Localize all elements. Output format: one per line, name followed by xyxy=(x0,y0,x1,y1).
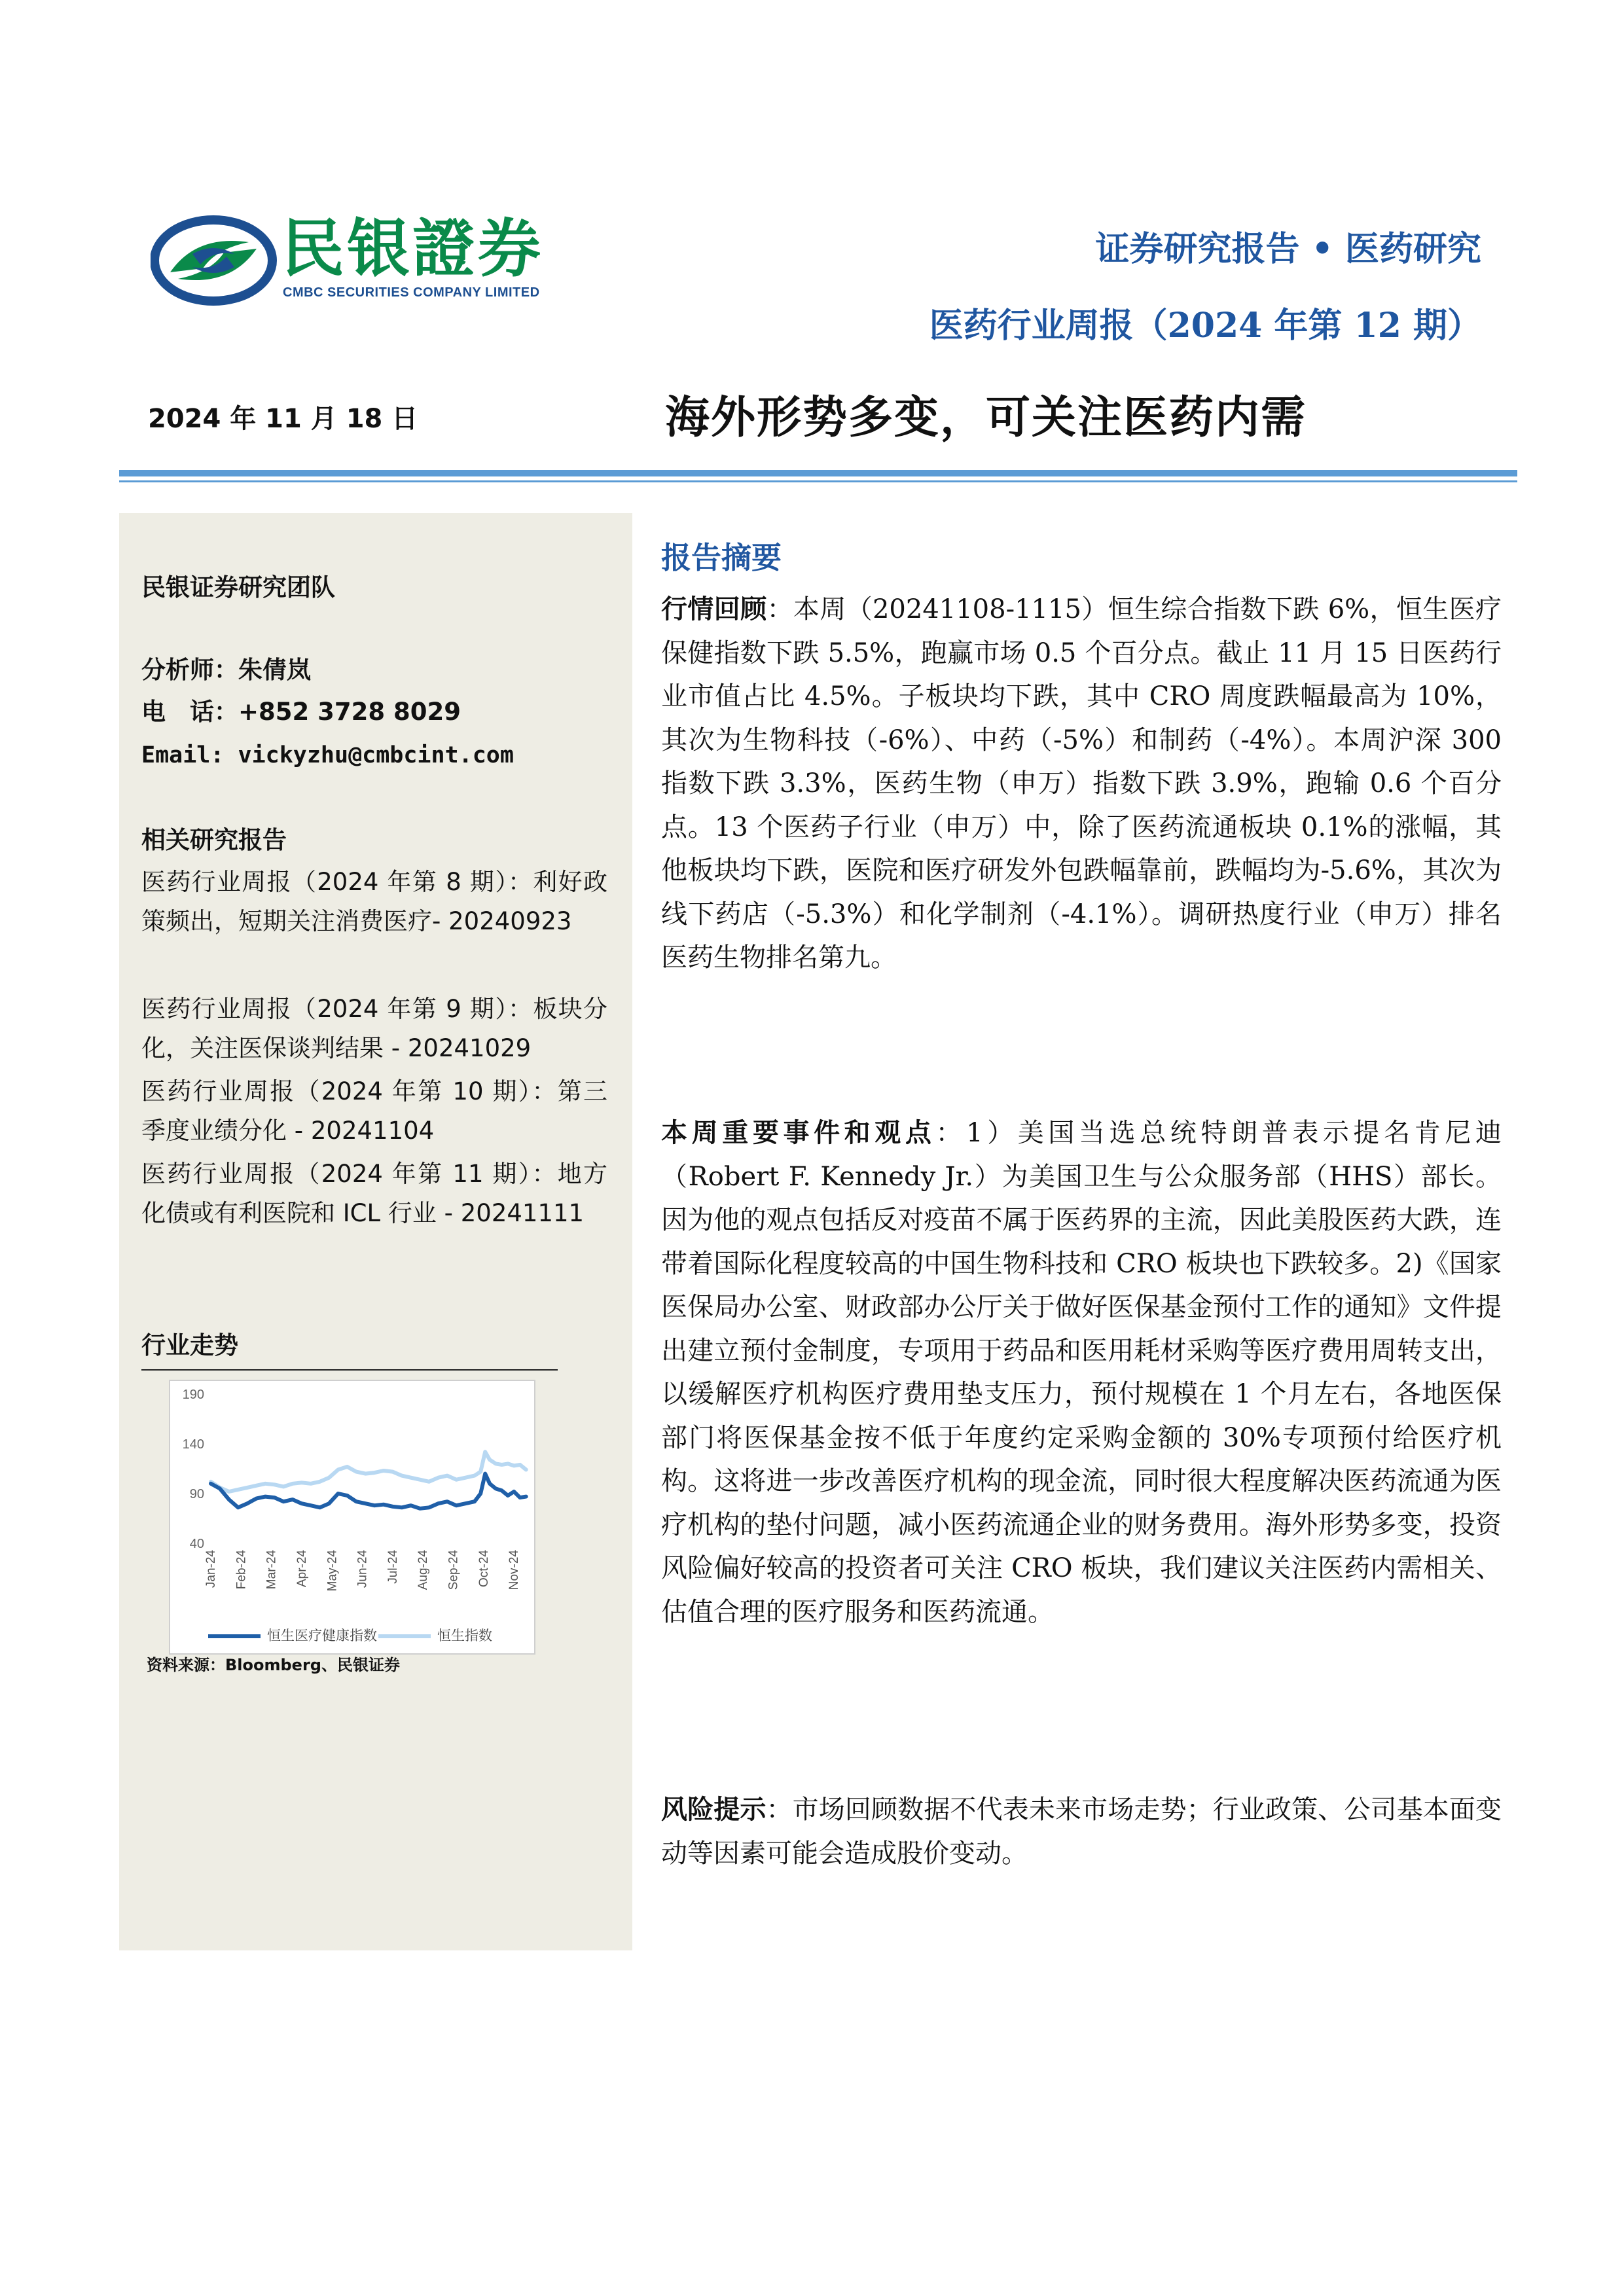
key-events-text: ：1）美国当选总统特朗普表示提名肯尼迪（Robert F. Kennedy Jr.）为美国卫生与公众服务部（HHS）部长。因为他的观点包括反对疫苗不属于医药界的主流，因此美股医药大跌，连带着国际化程度较高的中国生物科技和 CRO 板块也下跌较多。2)《国家医保局办公室、财政部办公厅关于做好医保基金预付工作的通知》文件提出建立预付金制度，专项用于药品和医用耗材采购等医疗费用周转支出，以缓解医疗机构医疗费用垫支压力，预付规模在 1 个月左右，各地医保部门将医保基金按不低于年度约定采购金额的 30%专项预付给医疗机构。这将进一步改善医疗机构的现金流，同时很大程度解决医药流通为医疗机构的垫付问题，减小医药流通企业的财务费用。海外形势多变，投资风险偏好较高的投资者可关注 CRO 板块，我们建议关注医药内需相关、估值合理的医疗服务和医药流通。 xyxy=(661,1118,1502,1627)
x-tick-label: Jan-24 xyxy=(204,1550,218,1588)
y-tick-label: 90 xyxy=(189,1487,204,1501)
related-report-item[interactable]: 医药行业周报（2024 年第 9 期）：板块分化，关注医保谈判结果 - 20241029 xyxy=(141,995,607,1062)
report-title: 海外形势多变，可关注医药内需 xyxy=(665,391,1307,444)
risk-label: 风险提示 xyxy=(661,1795,767,1825)
x-tick-label: Sep-24 xyxy=(446,1550,461,1590)
x-tick-label: Aug-24 xyxy=(416,1550,431,1590)
legend-label: 恒生医疗健康指数 xyxy=(267,1628,377,1643)
x-tick-label: Jul-24 xyxy=(386,1550,400,1584)
logo-chinese-name: 民银證券 xyxy=(281,211,543,285)
risk-text: ：市场回顾数据不代表未来市场走势；行业政策、公司基本面变动等因素可能会造成股价变动。 xyxy=(661,1795,1502,1869)
y-tick-label: 140 xyxy=(182,1437,204,1452)
report-series: 医药行业周报（2024 年第 12 期） xyxy=(929,306,1481,346)
research-team: 民银证券研究团队 xyxy=(141,573,335,601)
x-tick-label: Mar-24 xyxy=(264,1550,279,1590)
analyst-name: 分析师：朱倩岚 xyxy=(141,656,311,684)
analyst-email[interactable]: Email: vickyzhu@cmbcint.com xyxy=(141,742,514,768)
header-divider xyxy=(119,470,1517,476)
header-divider-thin xyxy=(119,480,1517,482)
report-date: 2024 年 11 月 18 日 xyxy=(148,404,418,434)
industry-trend-heading: 行业走势 xyxy=(141,1331,238,1359)
related-reports-heading: 相关研究报告 xyxy=(141,826,287,854)
related-report-item[interactable]: 医药行业周报（2024 年第 11 期）：地方化债或有利医院和 ICL 行业 - 20241111 xyxy=(141,1160,607,1227)
logo-english-name: CMBC SECURITIES COMPANY LIMITED xyxy=(283,285,540,300)
x-tick-label: Apr-24 xyxy=(295,1550,309,1588)
x-tick-label: May-24 xyxy=(325,1550,340,1592)
y-tick-label: 40 xyxy=(189,1537,204,1551)
risk-paragraph xyxy=(661,1788,1502,1875)
x-tick-label: Nov-24 xyxy=(507,1550,522,1590)
key-events-paragraph xyxy=(661,1111,1502,1634)
analyst-phone: 电 话：+852 3728 8029 xyxy=(141,698,461,726)
chart-source: 资料来源：Bloomberg、民银证券 xyxy=(147,1656,400,1674)
related-report-item[interactable]: 医药行业周报（2024 年第 10 期）：第三季度业绩分化 - 20241104 xyxy=(141,1077,607,1145)
legend-label: 恒生指数 xyxy=(437,1628,492,1643)
y-tick-label: 190 xyxy=(182,1388,204,1402)
related-report-item[interactable]: 医药行业周报（2024 年第 8 期）：利好政策频出，短期关注消费医疗- 20240923 xyxy=(141,868,607,935)
market-review-text: ：本周（20241108-1115）恒生综合指数下跌 6%，恒生医疗保健指数下跌 5.5%，跑赢市场 0.5 个百分点。截止 11 月 15 日医药行业市值占比 4.5%。子板块均下跌，其中 CRO 周度跌幅最高为 10%，其次为生物科技（-6%）、中药（-5%）和制药（-4%）。本周沪深 300 指数下跌 3.3%，医药生物（申万）指数下跌 3.9%，跑输 0.6 个百分点。13 个医药子行业（申万）中，除了医药流通板块 0.1%的涨幅，其他板块均下跌，医院和医疗研发外包跌幅靠前，跌幅均为-5.6%，其次为线下药店（-5.3%）和化学制剂（-4.1%）。调研热度行业（申万）排名医药生物排名第九。 xyxy=(661,594,1502,973)
report-type: 证券研究报告 • 医药研究 xyxy=(1095,229,1481,269)
x-tick-label: Jun-24 xyxy=(355,1550,370,1588)
chart-frame xyxy=(170,1380,535,1654)
market-review-paragraph xyxy=(661,588,1502,980)
x-tick-label: Feb-24 xyxy=(234,1550,249,1590)
key-events-label: 本周重要事件和观点 xyxy=(661,1118,936,1148)
x-tick-label: Oct-24 xyxy=(477,1550,491,1588)
summary-heading: 报告摘要 xyxy=(661,540,782,575)
trend-heading-underline xyxy=(141,1369,558,1371)
market-review-label: 行情回顾 xyxy=(661,594,767,624)
industry-trend-chart xyxy=(169,1380,535,1655)
